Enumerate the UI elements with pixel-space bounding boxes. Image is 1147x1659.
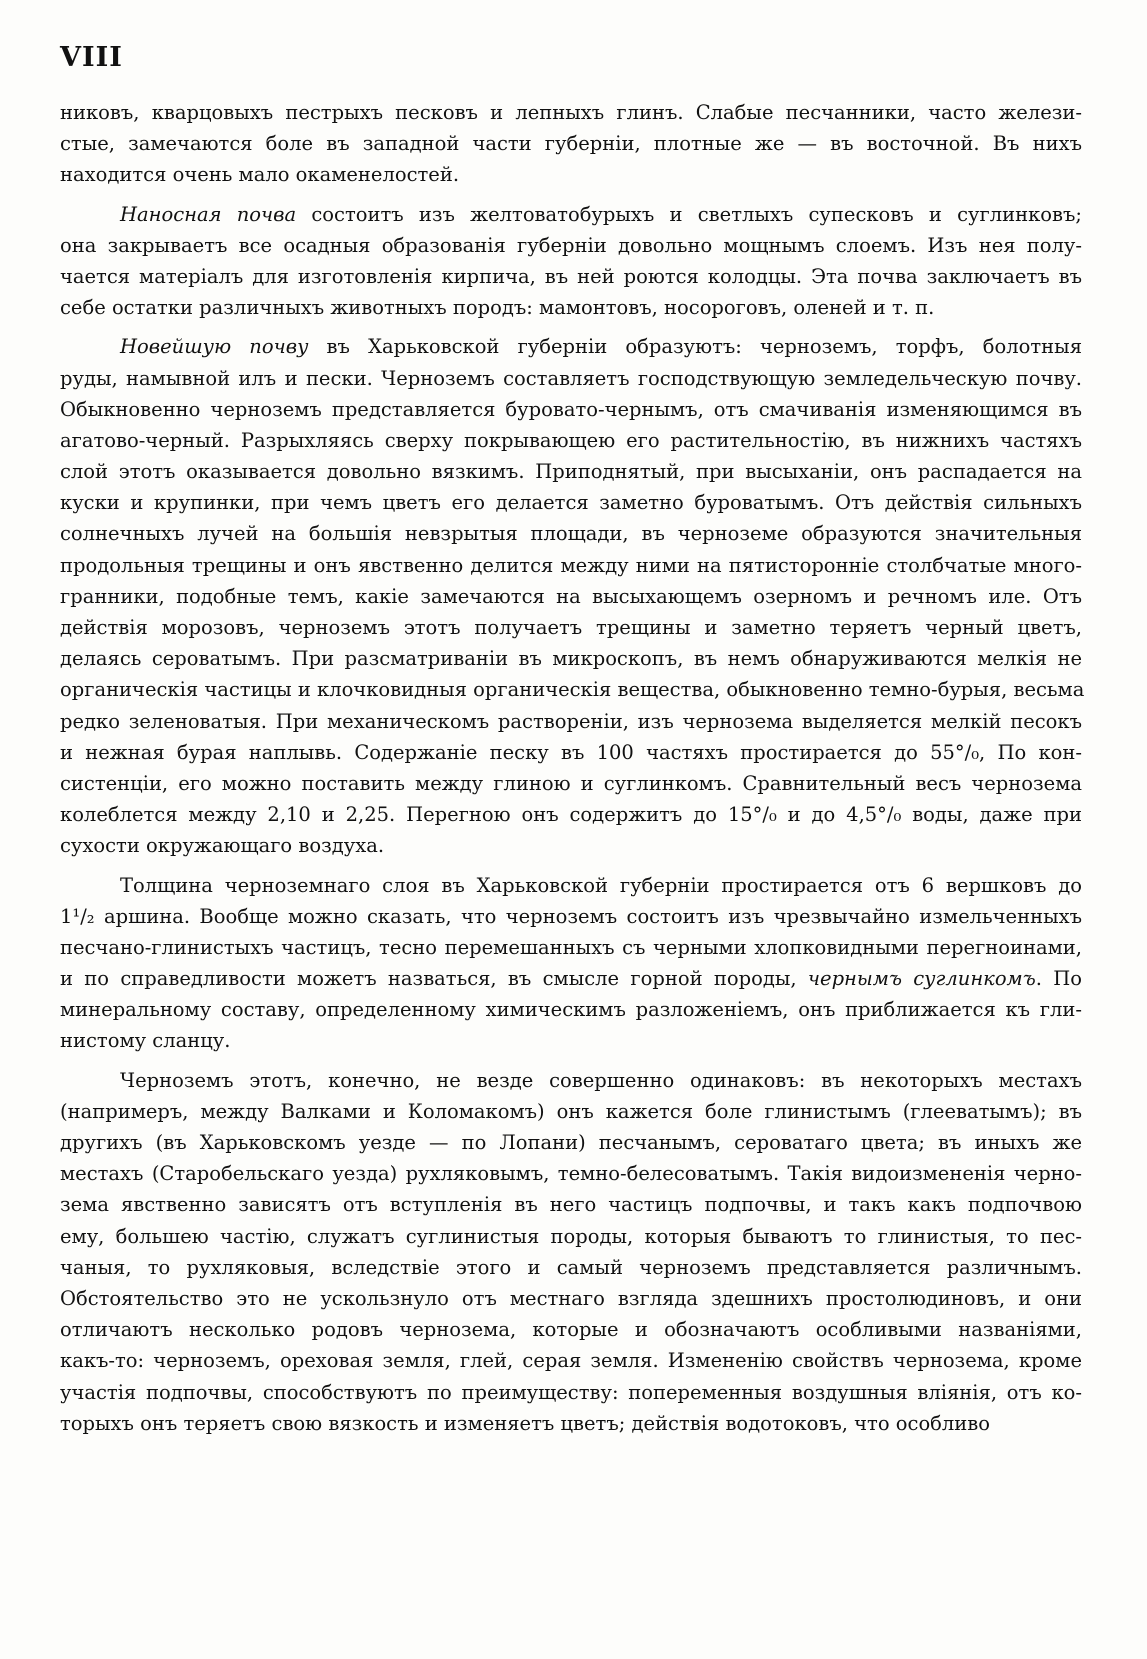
text-line: участія подпочвы, способствуютъ по преимуществу: попеременныя воздушныя вліянія, отъ ко- (60, 1380, 1082, 1404)
text-line: какъ-то: черноземъ, ореховая земля, глей, серая земля. Измененію свойствъ чернозема, кроме (60, 1349, 1082, 1373)
text-line: она закрываетъ все осадныя образованія губерніи довольно мощнымъ слоемъ. Изъ нея полу- (60, 233, 1082, 257)
emphasis-text: чернымъ суглинкомъ (807, 967, 1036, 991)
text-line: себе остатки различныхъ животныхъ породъ: мамонтовъ, носороговъ, оленей и т. п. (60, 296, 935, 320)
paragraph-gap (60, 862, 1082, 870)
text-line: продольныя трещины и онъ явственно делится между ними на пятисторонніе столбчатые много- (60, 553, 1082, 577)
text-line: никовъ, кварцовыхъ пестрыхъ песковъ и лепныхъ глинъ. Слабые песчанники, часто желези- (60, 101, 1082, 124)
text-line: нистому сланцу. (60, 1029, 231, 1053)
text-line: (напримеръ, между Валками и Коломакомъ) онъ кажется боле глинистымъ (глееватымъ); въ (60, 1099, 1082, 1123)
paragraph (60, 1065, 1082, 1439)
text-line: солнечныхъ лучей на большія невзрытыя площади, въ черноземе образуются значительныя (60, 522, 1082, 546)
text-line: куски и крупинки, при чемъ цветъ его делается заметно буроватымъ. Отъ действія сильныхъ (60, 491, 1082, 515)
text-line: ему, большею частію, служатъ суглинистыя породы, которыя бываютъ то глинистыя, то пес- (60, 1224, 1082, 1248)
text-line: отличаютъ несколько родовъ чернозема, которые и обозначаютъ особливыми названіями, (60, 1318, 1082, 1342)
text-line: колеблется между 2,10 и 2,25. Перегною онъ содержитъ до 15°/₀ и до 4,5°/₀ воды, даже при (60, 803, 1082, 827)
text-line: Наносная почва состоитъ изъ желтоватобурыхъ и светлыхъ супесковъ и суглинковъ; (120, 202, 1082, 226)
body-text (60, 97, 1085, 1439)
emphasis-text: Новейшую почву (120, 335, 309, 359)
text-line: Новейшую почву въ Харьковской губерніи образуютъ: черноземъ, торфъ, болотныя (120, 335, 1082, 359)
paragraph (60, 199, 1082, 324)
paragraph-gap (60, 1057, 1082, 1065)
text-line: Обыкновенно черноземъ представляется буровато-чернымъ, отъ смачиванія изменяющимся въ (60, 397, 1082, 421)
text-line: чаныя, то рухляковыя, вследствіе этого и самый черноземъ представляется различнымъ. (60, 1255, 1082, 1279)
text-line: и по справедливости можетъ назваться, въ смысле горной породы, чернымъ суглинкомъ. По (60, 967, 1082, 991)
text-line: систенціи, его можно поставить между глиною и суглинкомъ. Сравнительный весъ чернозема (60, 771, 1082, 795)
text-line: зема явственно зависятъ отъ вступленія въ него частицъ подпочвы, и такъ какъ подпочвою (60, 1193, 1082, 1217)
paragraph (60, 97, 1082, 191)
text-line: редко зеленоватыя. При механическомъ растворeніи, изъ чернозема выделяется мелкій песокъ (60, 709, 1082, 733)
text-line: Черноземъ этотъ, конечно, не везде совершенно одинаковъ: въ некоторыхъ местахъ (120, 1068, 1082, 1092)
text-line: руды, намывной илъ и пески. Черноземъ составляетъ господствующую земледельческую почву. (60, 366, 1082, 390)
text-line: сухости окружающаго воздуха. (60, 834, 385, 858)
text-line: гранники, подобные темъ, какіе замечаются на высыхающемъ озерномъ и речномъ иле. Отъ (60, 584, 1082, 608)
text-line: и нежная бурая наплывь. Содержаніе песку въ 100 частяхъ простирается до 55°/₀, По кон- (60, 740, 1082, 764)
emphasis-text: Наносная почва (120, 202, 297, 226)
text-line: песчано-глинистыхъ частицъ, тесно перемешанныхъ съ черными хлопковидными перегноинами, (60, 935, 1082, 959)
paragraph (60, 331, 1085, 861)
text-line: Толщина черноземнаго слоя въ Харьковской губерніи простирается отъ 6 вершковъ до (120, 873, 1082, 897)
paragraph-gap (60, 323, 1082, 331)
paragraph-gap (60, 191, 1082, 199)
text-line: делаясь сероватымъ. При разсматриваніи въ микроскопъ, въ немъ обнаруживаются мелкія не (60, 647, 1082, 671)
paragraph (60, 870, 1082, 1057)
text-line: слой этотъ оказывается довольно вязкимъ. Приподнятый, при высыханіи, онъ распадается на (60, 460, 1082, 484)
text-line: находится очень мало окаменелостей. (60, 163, 460, 187)
text-line: 1¹/₂ аршина. Вообще можно сказать, что черноземъ состоитъ изъ чрезвычайно измельченныхъ (60, 904, 1082, 928)
text-line: местахъ (Старобельскаго уезда) рухляковымъ, темно-белесоватымъ. Такія видоизмененія черно- (60, 1162, 1082, 1186)
page-number: VIII (60, 42, 123, 73)
text-line: действія морозовъ, черноземъ этотъ получаетъ трещины и заметно теряетъ черный цветъ, (60, 616, 1082, 639)
text-line: органическія частицы и клочковидныя органическія вещества, обыкновенно темно-бурыя, весьма (60, 678, 1085, 702)
text-line: стые, замечаются боле въ западной части губерніи, плотные же — въ восточной. Въ нихъ (60, 132, 1082, 156)
text-line: другихъ (въ Харьковскомъ уезде — по Лопани) песчанымъ, сероватаго цвета; въ иныхъ же (60, 1131, 1082, 1154)
text-line: агатово-черный. Разрыхляясь сверху покрывающею его растительностію, въ нижнихъ частяхъ (60, 428, 1082, 452)
text-line: Обстоятельство это не ускользнуло отъ местнаго взгляда здешнихъ простолюдиновъ, и они (60, 1286, 1082, 1310)
text-line: торыхъ онъ теряетъ свою вязкость и изменяетъ цветъ; действія водотоковъ, что особливо (60, 1411, 991, 1435)
text-line: минеральному составу, определенному химическимъ разложеніемъ, онъ приближается къ гли- (60, 998, 1082, 1022)
text-line: чается матеріалъ для изготовленія кирпича, въ ней роются колодцы. Эта почва заключаетъ въ (60, 264, 1082, 288)
